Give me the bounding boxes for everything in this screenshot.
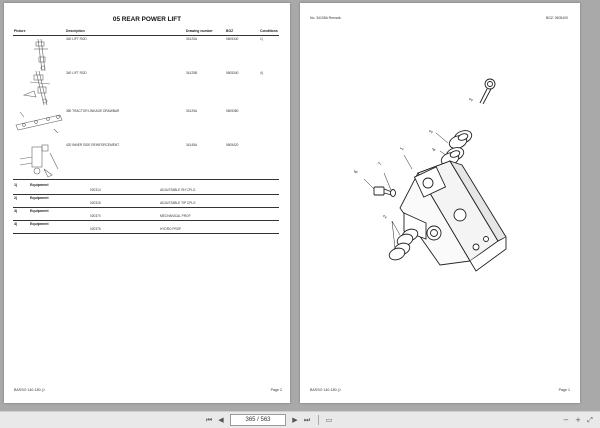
col-header-description: Description — [66, 29, 85, 33]
last-page-icon[interactable]: ⏭ — [303, 416, 311, 424]
viewer-toolbar — [0, 411, 600, 428]
first-page-icon[interactable]: ⏮ — [205, 416, 213, 424]
equipment-text: ADJUSTABLE TIP CPLG — [160, 201, 196, 205]
toolbar-separator — [318, 415, 319, 425]
equipment-number: 1) — [14, 183, 18, 187]
equipment-code: 020314 — [90, 188, 101, 192]
row-description: 340 LIFT ROD — [66, 37, 87, 41]
page-counter[interactable]: 365 / 563 — [230, 414, 286, 426]
equipment-text: HYDRO PROF — [160, 227, 182, 231]
equipment-text: MECHANICAL PROF — [160, 214, 191, 218]
row-description: 340 LIFT ROD — [66, 71, 87, 75]
drawbar-thumbnail — [14, 107, 64, 137]
equipment-text: ADJUSTABLE RH CPLG — [160, 188, 196, 192]
row-drawing: 34125B — [186, 71, 197, 75]
equipment-divider — [13, 207, 279, 208]
footer-page-number: Page 1 — [558, 388, 570, 392]
equipment-label: Equipment — [30, 222, 49, 226]
next-page-icon[interactable]: ▶ — [292, 416, 298, 424]
col-header-picture: Picture — [14, 29, 26, 33]
lift-rod-thumbnail — [14, 69, 64, 107]
callout-label: 7 — [377, 161, 384, 167]
bolt-part — [480, 79, 495, 104]
row-conditions: 1) — [260, 37, 263, 41]
lift-rod-thumbnail — [14, 37, 64, 73]
equipment-divider — [13, 179, 279, 180]
equipment-code: 020370 — [90, 214, 101, 218]
parts-list-page — [4, 3, 290, 403]
row-bgz: 0605340 — [226, 37, 239, 41]
fullscreen-icon[interactable]: ⤢ — [587, 416, 593, 424]
equipment-number: 3) — [14, 209, 18, 213]
bushing-part — [447, 128, 473, 150]
row-bgz: 0605380 — [226, 109, 239, 113]
equipment-label: Equipment — [30, 183, 49, 187]
equipment-number: 4) — [14, 222, 18, 226]
equipment-label: Equipment — [30, 209, 49, 213]
nut-part — [391, 190, 396, 197]
exploded-drawing — [300, 3, 580, 403]
row-drawing: 34145A — [186, 143, 197, 147]
col-header-conditions: Conditions — [260, 29, 278, 33]
row-drawing: 34125A — [186, 37, 197, 41]
vertical-scrollbar[interactable] — [592, 0, 600, 411]
callout-label: 1 — [399, 146, 406, 152]
equipment-code: 020315 — [90, 201, 101, 205]
drawing-page — [300, 3, 580, 403]
col-header-drawing-number: Drawing number — [186, 29, 213, 33]
drawing-header: No. 34105A Remark: — [310, 16, 342, 20]
row-drawing: 34125A — [186, 109, 197, 113]
footer-model: BASSO 140-180 (J — [14, 388, 45, 392]
equipment-divider — [13, 233, 279, 234]
row-description: 380 TRACTOR LINKAGE DRAWBAR — [66, 109, 120, 113]
equipment-divider — [13, 194, 279, 195]
callout-label: 6 — [353, 169, 360, 175]
bolt-part — [374, 187, 392, 195]
callout-label: 2 — [382, 214, 389, 220]
zoom-out-icon[interactable]: − — [563, 416, 569, 424]
zoom-in-icon[interactable]: + — [575, 416, 581, 424]
bushing-part — [388, 241, 412, 262]
reinforcement-thumbnail — [14, 139, 64, 179]
row-conditions: 4) — [260, 71, 263, 75]
callout-label: 4 — [431, 147, 438, 153]
row-bgz: 0605420 — [226, 143, 239, 147]
equipment-number: 2) — [14, 196, 18, 200]
footer-page-number: Page 2 — [270, 388, 282, 392]
fit-page-icon[interactable]: ▭ — [325, 416, 333, 424]
callout-label: 3 — [468, 97, 475, 103]
page-title: 05 REAR POWER LIFT — [112, 16, 182, 23]
equipment-label: Equipment — [30, 196, 49, 200]
row-bgz: 0605340 — [226, 71, 239, 75]
footer-model: BASSO 140-180 (J — [310, 388, 341, 392]
housing-part — [400, 161, 506, 271]
header-divider — [13, 35, 279, 36]
callout-label: 3 — [428, 129, 435, 135]
row-description: 420 INNER SIDE REINFORCEMENT — [66, 143, 120, 147]
col-header-bgz: BGZ — [226, 29, 234, 33]
drawing-bgz: BGZ: 0605100 — [545, 16, 568, 20]
equipment-code: 020376 — [90, 227, 101, 231]
equipment-divider — [13, 220, 279, 221]
previous-page-icon[interactable]: ◀ — [218, 416, 224, 424]
